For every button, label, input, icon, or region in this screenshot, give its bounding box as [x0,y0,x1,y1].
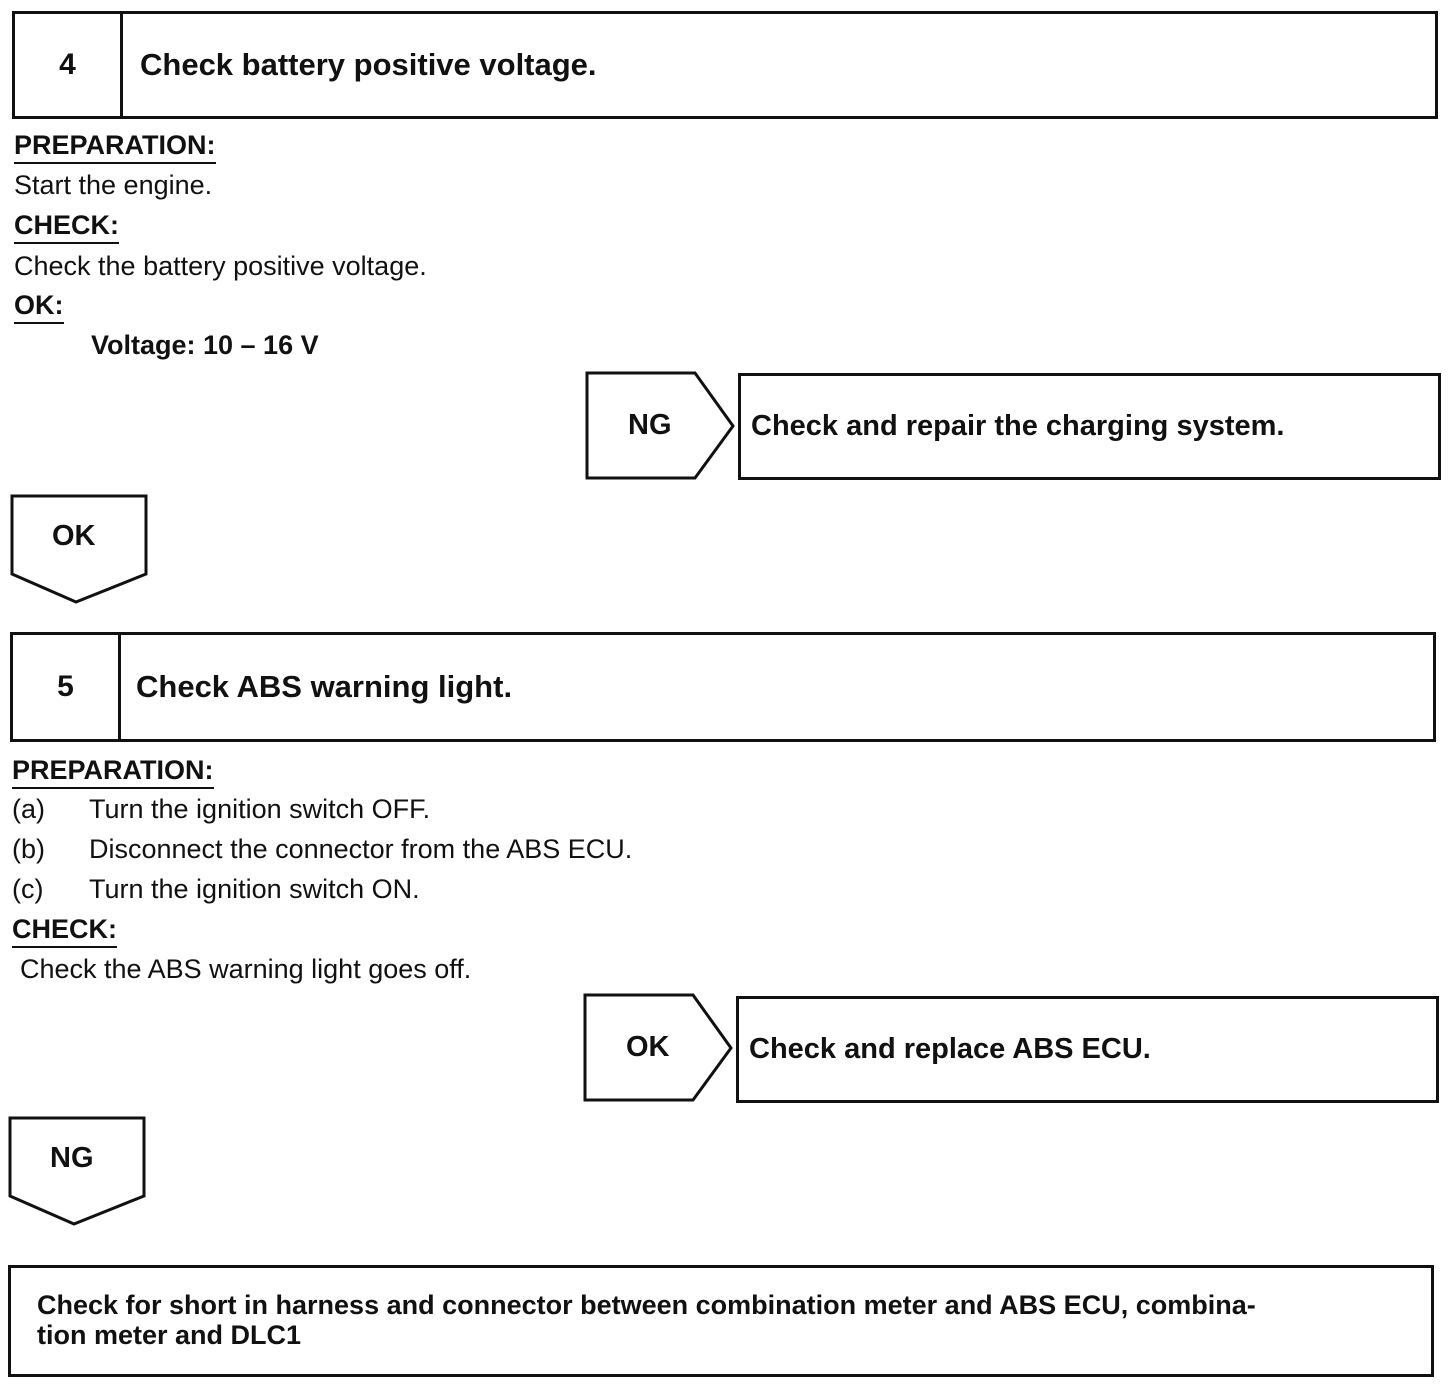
step-5-prep-item-c [12,873,912,907]
step-5-header [10,632,1436,742]
step-4-check-text: Check the battery positive voltage. [14,251,427,281]
step-5-ok-arrow-label: OK [626,1031,670,1063]
step-4-ok-value: Voltage: 10 – 16 V [91,330,319,360]
step-4-title: Check battery positive voltage. [140,47,597,82]
step-5-ok-arrow [583,993,733,1103]
final-action-line-1: Check for short in harness and connector between combination meter and ABS ECU, combina- [37,1290,1256,1320]
step-5-number: 5 [13,635,121,739]
final-action-line-2: tion meter and DLC1 [37,1320,302,1350]
step-4-check-label: CHECK: [14,209,119,244]
step-4-ok-arrow [10,494,150,606]
step-4-preparation-label: PREPARATION: [14,129,216,164]
list-text: Disconnect the connector from the ABS ECU. [89,834,633,864]
step-4-ng-arrow-label: NG [628,409,672,441]
step-5-prep-item-a [12,793,912,827]
list-marker: (b) [12,834,45,864]
final-action-box [8,1265,1434,1377]
step-5-check-label: CHECK: [12,913,117,948]
step-4-ok-arrow-label: OK [52,520,96,552]
step-4-number: 4 [15,14,123,116]
step-5-ok-result-text: Check and replace ABS ECU. [749,1033,1151,1065]
step-5-ng-arrow [8,1116,148,1228]
step-5-title: Check ABS warning light. [136,669,513,704]
step-5-ng-arrow-label: NG [50,1142,94,1174]
step-4-header [12,11,1438,119]
list-text: Turn the ignition switch OFF. [89,794,431,824]
list-marker: (c) [12,874,44,904]
step-5-check-text: Check the ABS warning light goes off. [20,954,472,984]
step-4-ng-arrow [585,371,735,481]
step-4-ok-label: OK: [14,289,64,324]
step-4-ng-result [738,373,1441,480]
list-marker: (a) [12,794,45,824]
step-5-ok-result [736,996,1439,1103]
step-5-preparation-label: PREPARATION: [12,754,214,789]
list-text: Turn the ignition switch ON. [89,874,420,904]
step-5-prep-item-b [12,833,912,867]
step-4-preparation-text: Start the engine. [14,170,213,200]
step-4-ng-result-text: Check and repair the charging system. [751,410,1285,442]
